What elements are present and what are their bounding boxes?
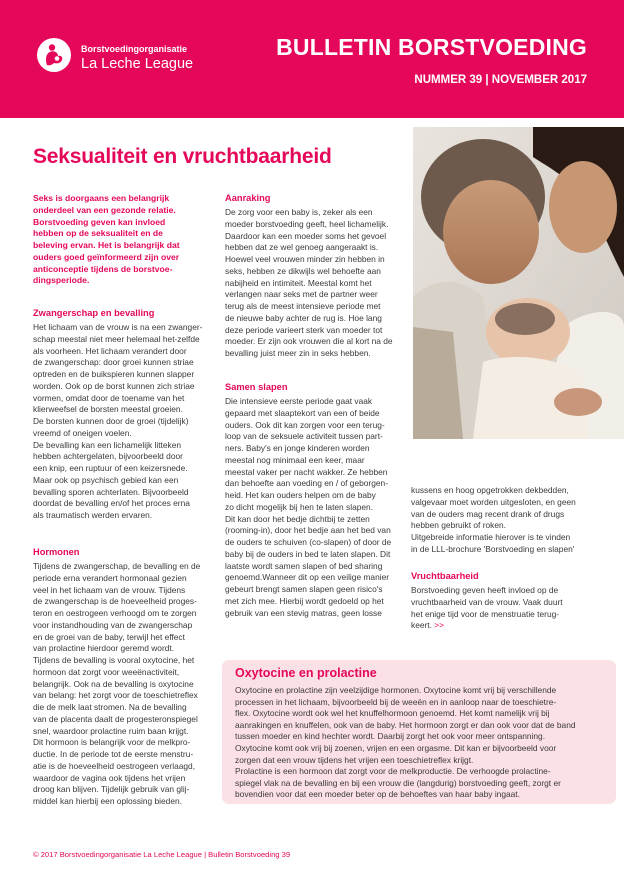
- box-line: zorgen dat een vrouw tijdens het vrijen een toeschietreflex krijgt.: [235, 754, 474, 765]
- lead-line: onderdeel van een gezonde relatie.: [33, 204, 176, 215]
- family-photo: [413, 127, 624, 439]
- bulletin-title: BULLETIN BORSTVOEDING: [276, 34, 587, 60]
- body-line: ouders. Ook dit kan zorgen voor een terug-: [225, 419, 385, 430]
- body-line: (rooming-in), door het bedje aan het bed van: [225, 525, 391, 536]
- body-line: vormen, omdat door de toename van het: [33, 392, 185, 403]
- body-line: Die intensieve eerste periode gaat vaak: [225, 396, 373, 406]
- body-line: van de placenta daalt de progesteronspiegel: [33, 713, 198, 724]
- box-line: flex. Oxytocine wordt ook wel het knuffelhormoon genoemd. Het komt namelijk vrij bij: [235, 708, 550, 719]
- body-line: ners. Baby's en jonge kinderen worden: [225, 443, 370, 453]
- body-line: als voorheen. Het lichaam verandert door: [33, 345, 187, 356]
- body-line: De bevalling kan een lichamelijk litteken: [33, 439, 182, 450]
- org-subtitle: Borstvoedingorganisatie: [81, 44, 188, 54]
- section-body-hormonen: [33, 561, 213, 808]
- body-line: baby bij de ouders in bed te laten slapen. Dit: [225, 548, 391, 559]
- body-line: van belang: het zorgt voor de toeschietreflex: [33, 690, 198, 701]
- page-footer: © 2017 Borstvoedingorganisatie La Leche League | Bulletin Borstvoeding 39: [33, 850, 291, 859]
- body-line: vruchtbaarheid van de vrouw. Vaak duurt: [411, 596, 563, 607]
- body-line: verlangen naar seks met de partner weer: [225, 289, 378, 300]
- body-line: kussens en hoog opgetrokken dekbedden,: [411, 485, 569, 495]
- body-line: gebeurt brengt samen slapen geen risico's: [225, 584, 383, 594]
- section-heading-zwangerschap: Zwangerschap en bevalling: [33, 308, 155, 318]
- body-line: optreden en de buikspieren kunnen slapper: [33, 369, 195, 379]
- body-line: klierweefsel de borsten meestal groeien.: [33, 404, 183, 415]
- body-line: Borstvoeding geven heeft invloed op de: [411, 585, 559, 595]
- body-line: Tijdens de bevalling is vooral oxytocine, het: [33, 655, 195, 665]
- body-line: met zich mee. Hierbij wordt gedoeld op het: [225, 595, 384, 606]
- body-line: die de melk laat stromen. Na de bevalling: [33, 702, 187, 712]
- continue-link[interactable]: >>: [434, 620, 445, 631]
- box-line: spiegel vlak na de bevalling en bij een vrouw die (langdurig) borstvoeding geeft, zorgt er: [235, 777, 561, 788]
- lead-line: anticonceptie tijdens de borstvoe-: [33, 263, 173, 274]
- info-box-body: [235, 685, 610, 801]
- body-line: in de LLL-brochure 'Borstvoeding en slapen': [411, 543, 575, 554]
- body-line: doordat de bevalling en/of het proces erna: [33, 498, 190, 509]
- body-line: laatste wordt samen slapen of bed sharing: [225, 560, 383, 571]
- lead-line: hebben op de seksualiteit en de: [33, 228, 163, 239]
- box-line: tussen moeder en kind hechter wordt. Daarbij zorgt het ook voor meer ontspanning.: [235, 731, 546, 742]
- body-line: nabijheid en intimiteit. Meestal komt het: [225, 277, 372, 288]
- section-heading-hormonen: Hormonen: [33, 547, 80, 557]
- body-line: genoemd.Wanneer dit op een veilige manier: [225, 572, 390, 583]
- lead-line: beleving ervan. Het is belangrijk dat: [33, 240, 180, 250]
- box-line: processen in het lichaam, bijvoorbeeld bij de weeën en in aanloop naar de toeschietre-: [235, 696, 557, 707]
- org-name: La Leche League: [81, 56, 194, 72]
- body-line: Maar ook op psychisch gebied kan een: [33, 474, 179, 485]
- section-body-vruchtbaarheid: [411, 585, 591, 632]
- body-line: hebben gebruikt of roken.: [411, 520, 506, 531]
- body-line: Uitgebreide informatie hierover is te vinden: [411, 532, 571, 542]
- lll-logo-icon: [37, 38, 71, 72]
- body-line-end: keert.: [411, 620, 432, 631]
- body-line: terug als de meest intensieve periode met: [225, 301, 381, 311]
- body-line: worden. Ook op de borst kunnen zich striae: [33, 380, 195, 391]
- body-line: gepaard met slaaptekort van een of beide: [225, 407, 380, 418]
- body-line: deze periode varieert sterk van moeder tot: [225, 324, 383, 335]
- issue-number: NUMMER 39 | NOVEMBER 2017: [414, 74, 587, 86]
- section-body-zwangerschap: [33, 322, 213, 522]
- body-line: bevalling sporen achterlaten. Bijvoorbeeld: [33, 486, 189, 497]
- section-body-samen-slapen: [225, 396, 405, 619]
- body-line: seks, hebben ze dikwijls wel behoefte aan: [225, 265, 381, 276]
- body-line: dan behoefte aan voeding en / of geborgen-: [225, 478, 388, 489]
- body-line: de nieuwe baby achter de rug is. Hoe lang: [225, 312, 382, 323]
- body-line: gebruik van een stevig matras, geen losse: [225, 607, 382, 618]
- body-line: hormoon dat zorgt voor weeënactiviteit,: [33, 666, 180, 677]
- body-line: vreemd of oneigen voelen.: [33, 427, 132, 438]
- body-line: hebben dat ze wel genoeg aangeraakt is.: [225, 242, 379, 253]
- body-line: heid. Het kan ouders helpen om de baby: [225, 490, 376, 500]
- section-heading-samen-slapen: Samen slapen: [225, 382, 288, 392]
- box-line: aanrakingen en knuffelen, ook van de baby. Het hormoon zorgt er dan ook voor dat de band: [235, 719, 576, 730]
- body-line: van prolactine hierdoor geremd wordt.: [33, 643, 175, 654]
- body-line: middel kan hierbij een oplossing bieden.: [33, 796, 182, 806]
- lead-line: Borstvoeding geven kan invloed: [33, 216, 166, 227]
- body-line: Daardoor kan een moeder soms het gevoel: [225, 230, 387, 241]
- box-line: bovendien voor dat een moeder beter op de behoeftes van haar baby ingaat.: [235, 789, 520, 800]
- body-line: schap meestal niet meer helemaal het-zelfde: [33, 333, 200, 344]
- body-line: De borsten kunnen door de groei (tijdelijk): [33, 416, 189, 426]
- body-line: meestal vaker per nacht wakker. Ze hebben: [225, 466, 388, 477]
- body-line: als traumatisch werden ervaren.: [33, 510, 153, 520]
- body-line: periode erna verandert hormonaal gezien: [33, 572, 187, 583]
- article-lead: [33, 193, 213, 287]
- body-line: bevalling juist meer zin in seks hebben.: [225, 348, 371, 358]
- body-line: het enige tijd voor de menstruatie terug-: [411, 608, 560, 619]
- body-line: de ouders te schuiven (co-slapen) of door de: [225, 537, 392, 547]
- body-line: een knip, een ruptuur of een keizersnede.: [33, 463, 188, 473]
- section-heading-aanraking: Aanraking: [225, 193, 271, 203]
- info-box-title: Oxytocine en prolactine: [235, 666, 377, 680]
- body-line: [411, 620, 591, 632]
- lead-line: Seks is doorgaans een belangrijk: [33, 193, 170, 203]
- box-line: Oxytocine en prolactine zijn veelzijdige hormonen. Oxytocine komt vrij bij verschillende: [235, 685, 557, 695]
- body-line: Tijdens de zwangerschap, de bevalling en de: [33, 561, 201, 571]
- body-line: atie is de hoeveelheid oestrogeen verlaagd,: [33, 760, 196, 771]
- body-line: hebben achtergelaten, bijvoorbeeld door: [33, 451, 183, 462]
- body-line: Het lichaam van de vrouw is na een zwanger-: [33, 322, 203, 332]
- body-line: droog kan blijven. Tijdelijk gebruik van glij-: [33, 784, 190, 795]
- body-line: ductie. In de periode tot de eerste menstru-: [33, 749, 194, 759]
- body-line: moeder borstvoeding geeft, heel lichamelijk.: [225, 218, 389, 229]
- body-line: moeder. Er zijn ook vrouwen die al kort na de: [225, 336, 393, 347]
- body-line: Dit kan door het bedje dichtbij te zetten: [225, 513, 370, 524]
- lead-line: ouders goed geïnformeerd zijn over: [33, 251, 180, 262]
- body-line: valgevaar moet worden uitgesloten, en geen: [411, 496, 576, 507]
- body-line: waardoor de vagina ook tijdens het vrijen: [33, 772, 186, 783]
- body-line: Hoewel veel vrouwen minder zin hebben in: [225, 254, 385, 264]
- body-line: belangrijk. Ook na de bevalling is oxytocine: [33, 678, 194, 689]
- header-banner: [0, 0, 624, 118]
- box-line: Prolactine is een hormoon dat zorgt voor de melkproductie. De verhoogde prolactine-: [235, 766, 551, 777]
- body-line: loop van de seksuele activiteit tussen part-: [225, 431, 383, 442]
- section-heading-vruchtbaarheid: Vruchtbaarheid: [411, 571, 479, 581]
- body-line: van de ouders mag recent drank of drugs: [411, 508, 565, 519]
- lead-line: dingsperiode.: [33, 275, 90, 286]
- section-body-aanraking: [225, 207, 405, 360]
- body-line: teron en oestrogeen verhoogd om te zorgen: [33, 608, 197, 618]
- body-line: de zwangerschap: door groei kunnen striae: [33, 357, 194, 368]
- body-line: De zorg voor een baby is, zeker als een: [225, 207, 373, 217]
- body-line: voor instandhouding van de zwangerschap: [33, 619, 193, 630]
- article-title: Seksualiteit en vruchtbaarheid: [33, 145, 332, 168]
- body-line: snel, waardoor prolactine ruim baan krijgt.: [33, 725, 189, 736]
- section-body-samen-slapen-cont: [411, 485, 591, 556]
- body-line: veel in het lichaam van de vrouw. Tijdens: [33, 584, 186, 595]
- body-line: en de groei van de baby, terwijl het effect: [33, 631, 185, 642]
- body-line: meestal nog minimaal een keer, maar: [225, 454, 365, 465]
- body-line: zo dicht mogelijk bij hen te laten slapen.: [225, 501, 374, 512]
- body-line: de zwangerschap is de hoeveelheid proges-: [33, 596, 197, 607]
- body-line: Dit hormoon is belangrijk voor de melkpro-: [33, 737, 191, 748]
- box-line: Oxytocine komt ook vrij bij zoenen, vrijen en een orgasme. Dit kan er bijvoorbeeld voor: [235, 742, 557, 753]
